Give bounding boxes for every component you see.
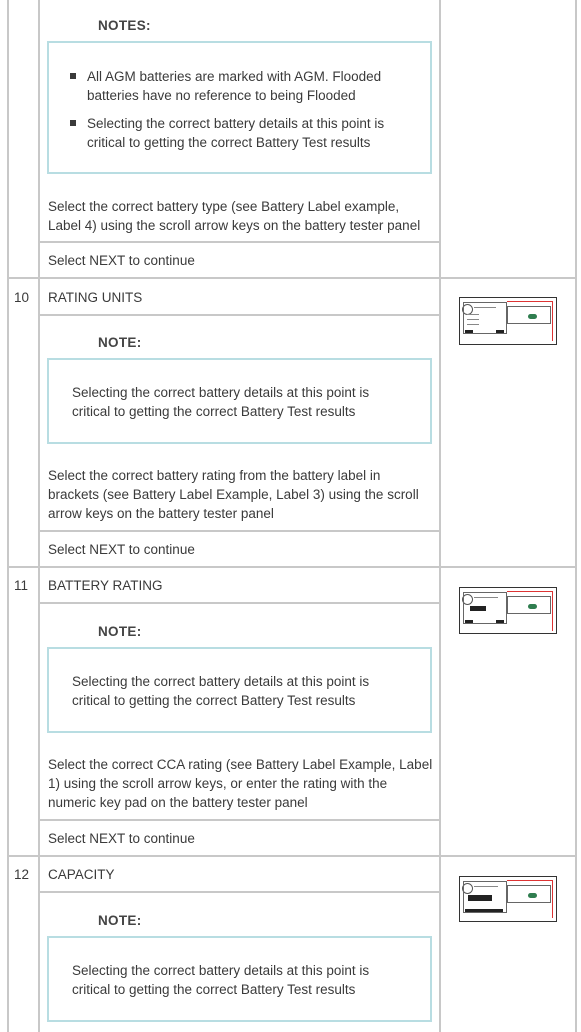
- note-label: NOTE:: [98, 624, 142, 639]
- notes-box: [47, 41, 432, 174]
- battery-tester-battery-rating-illustration: [459, 587, 557, 634]
- note-text: Selecting the correct battery details at this point is critical to getting the correct Battery Test results: [72, 963, 370, 997]
- step-number: 11: [14, 578, 29, 593]
- instruction-text: Select the correct CCA rating (see Battery Label Example, Label 1) using the scroll arrow keys, or enter the rating with the numeric key pad on the battery tester panel: [48, 757, 433, 810]
- number-column-divider: [38, 0, 40, 1032]
- table-left-border: [7, 0, 9, 1032]
- step-title: CAPACITY: [48, 867, 115, 882]
- instruction-text: Select the correct battery type (see Battery Label example, Label 4) using the scroll arrow keys on the battery tester panel: [48, 199, 421, 233]
- note-text: Selecting the correct battery details at this point is critical to getting the correct Battery Test results: [72, 674, 370, 708]
- note-text: Selecting the correct battery details at this point is critical to getting the correct Battery Test results: [87, 116, 385, 150]
- row-divider: [38, 891, 441, 893]
- note-item: [69, 114, 409, 152]
- bullet-icon: [70, 73, 76, 79]
- note-box: [47, 936, 432, 1022]
- step-divider: [7, 566, 577, 568]
- note-box: [47, 358, 432, 444]
- table-right-border: [575, 0, 577, 1032]
- image-column-divider: [439, 0, 441, 1032]
- note-item: [69, 67, 409, 105]
- step-divider: [7, 855, 577, 857]
- step-divider: [7, 277, 577, 279]
- row-divider: [38, 602, 441, 604]
- step-number: 12: [14, 867, 30, 882]
- row-divider: [38, 241, 441, 243]
- step-title: RATING UNITS: [48, 290, 143, 305]
- bullet-icon: [70, 120, 76, 126]
- next-instruction: Select NEXT to continue: [48, 542, 195, 557]
- step-title: BATTERY RATING: [48, 578, 163, 593]
- instruction-text: Select the correct battery rating from the battery label in brackets (see Battery Label Example, Label 3) using the scroll arrow keys on the battery tester panel: [48, 468, 419, 521]
- note-text: Selecting the correct battery details at this point is critical to getting the correct Battery Test results: [72, 385, 370, 419]
- row-divider: [38, 530, 441, 532]
- step-number: 10: [14, 290, 30, 305]
- notes-label: NOTES:: [98, 18, 151, 33]
- next-instruction: Select NEXT to continue: [48, 253, 195, 268]
- note-text: All AGM batteries are marked with AGM. Flooded batteries have no reference to being Flooded: [87, 69, 382, 103]
- row-divider: [38, 314, 441, 316]
- battery-tester-capacity-illustration: [459, 876, 557, 922]
- note-label: NOTE:: [98, 913, 142, 928]
- note-box: [47, 647, 432, 733]
- next-instruction: Select NEXT to continue: [48, 831, 195, 846]
- note-label: NOTE:: [98, 335, 142, 350]
- row-divider: [38, 819, 441, 821]
- battery-tester-rating-units-illustration: [459, 297, 557, 345]
